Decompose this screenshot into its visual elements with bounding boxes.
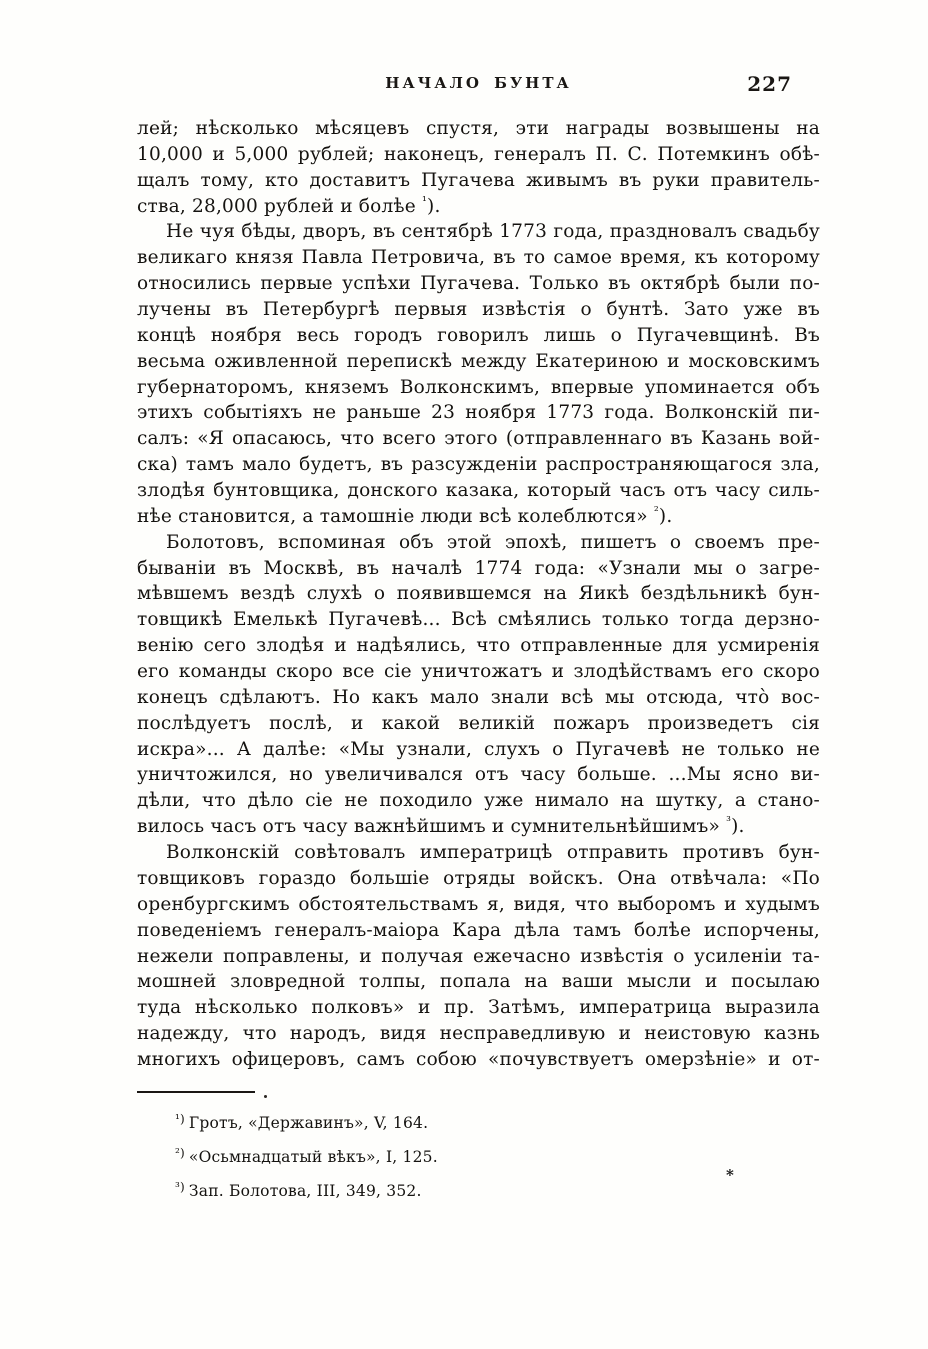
text-line: этихъ событіяхъ не раньше 23 ноября 1773 года. Волконскій пи-	[137, 402, 820, 424]
text-line: дѣли, что дѣло сіе не походило уже нимало на шутку, а стано-	[137, 790, 820, 812]
text-line: надежду, что народъ, видя несправедливую и неистовую казнь	[137, 1023, 820, 1045]
footnote-text: «Осьмнадцатый вѣкъ», I, 125.	[188, 1148, 438, 1166]
text-line: Не чуя бѣды, дворъ, въ сентябрѣ 1773 года, праздновалъ свадьбу	[166, 221, 820, 243]
text-line: венію сего злодѣя и надѣялись, что отправленные для усмиренія	[137, 635, 820, 657]
paragraph	[137, 219, 820, 529]
text-line: весьма оживленной перепискѣ между Екатериною и московскимъ	[137, 350, 820, 372]
text-line: Болотовъ, вспоминая объ этой эпохѣ, пишетъ о своемъ пре-	[166, 531, 820, 553]
footnote-separator-dot	[264, 1095, 267, 1098]
text-line: искра»... А далѣе: «Мы узнали, слухъ о Пугачевѣ не только не	[137, 738, 820, 760]
page-number: 227	[747, 72, 792, 96]
text-line: оренбургскимъ обстоятельствамъ я, видя, что выборомъ и худымъ	[137, 893, 820, 915]
signature-mark: *	[726, 1166, 734, 1184]
text-line: мошней зловредной толпы, попала на ваши мысли и посылаю	[137, 971, 820, 993]
text-line: ства, 28,000 рублей и болѣе $^{^1}$).	[137, 193, 441, 217]
text-line: относились первые успѣхи Пугачева. Только въ октябрѣ были по-	[137, 273, 820, 295]
footnote-separator-rule	[137, 1091, 255, 1093]
text-line: уничтожился, но увеличивался отъ часу больше. ...Мы ясно ви-	[137, 764, 820, 786]
text-line: лей; нѣсколько мѣсяцевъ спустя, эти награды возвышены на	[137, 118, 820, 139]
text-line: салъ: «Я опасаюсь, что всего этого (отправленнаго въ Казань вой-	[137, 428, 820, 450]
footnote-marker: ³)	[175, 1180, 189, 1194]
text-line: послѣдуетъ послѣ, и какой великій пожаръ произведетъ сія	[137, 712, 820, 734]
paragraph	[137, 840, 820, 1073]
text-line: ска) тамъ мало будетъ, въ разсужденіи распространяющагося зла,	[137, 454, 820, 476]
footnote-reference: ³	[726, 814, 732, 829]
text-line: мѣвшемъ вездѣ слухѣ о появившемся на Яикѣ бездѣльникѣ бун-	[137, 583, 820, 605]
text-line: туда нѣсколько полковъ» и пр. Затѣмъ, императрица выразила	[137, 997, 820, 1019]
paragraph	[137, 116, 820, 219]
footnote-reference: ²	[653, 503, 659, 518]
text-line: товщиковъ гораздо большіе отряды войскъ. Она отвѣчала: «По	[137, 867, 820, 889]
footnote-marker: ¹)	[175, 1112, 189, 1126]
text-line: вилось часъ отъ часу важнѣйшимъ и сумнительнѣйшимъ» $^{^3}$).	[137, 814, 745, 838]
footnote-text: Зап. Болотова, III, 349, 352.	[188, 1182, 422, 1200]
text-line: его команды скоро все сіе уничтожатъ и злодѣйствамъ его скоро	[137, 661, 820, 683]
text-line: 10,000 и 5,000 рублей; наконецъ, генералъ П. С. Потемкинъ обѣ-	[137, 143, 820, 165]
footnote	[175, 1138, 775, 1172]
paragraph	[137, 530, 820, 840]
text-line: лучены въ Петербургѣ первыя извѣстія о бунтѣ. Зато уже въ	[137, 299, 820, 321]
text-line: бываніи въ Москвѣ, въ началѣ 1774 года: «Узнали мы о загре-	[137, 557, 820, 579]
text-line: поведеніемъ генералъ-маіора Кара дѣла тамъ болѣе испорчены,	[137, 919, 820, 941]
running-head-title: НАЧАЛО БУНТА	[385, 74, 572, 92]
footnote	[175, 1104, 775, 1138]
text-line: нежели поправлены, и получая ежечасно извѣстія о усиленіи та-	[137, 945, 820, 967]
text-line: щалъ тому, кто доставитъ Пугачева живымъ въ руки правитель-	[137, 169, 820, 191]
text-line: нѣе становится, а тамошніе люди всѣ колеблются» $^{^2}$).	[137, 503, 673, 527]
text-line: губернаторомъ, княземъ Волконскимъ, впервые упоминается объ	[137, 376, 820, 398]
body-text-column	[137, 116, 820, 1073]
text-line: товщикѣ Емелькѣ Пугачевѣ... Всѣ смѣялись только тогда дерзно-	[137, 609, 820, 631]
footnotes-block	[175, 1104, 775, 1206]
text-line: многихъ офицеровъ, самъ собою «почувствуетъ омерзѣніе» и от-	[137, 1048, 820, 1070]
text-line: Волконскій совѣтовалъ императрицѣ отправить противъ бун-	[166, 842, 820, 864]
text-line: конецъ сдѣлаютъ. Но какъ мало знали всѣ мы отсюда, что̀ вос-	[137, 686, 820, 708]
footnote-marker: ²)	[175, 1146, 189, 1160]
text-line: концѣ ноября весь городъ говорилъ лишь о Пугачевщинѣ. Въ	[137, 324, 820, 346]
text-line: великаго князя Павла Петровича, въ то самое время, къ которому	[137, 247, 820, 269]
running-head	[137, 72, 820, 96]
footnote	[175, 1172, 775, 1206]
footnote-text: Гротъ, «Державинъ», V, 164.	[188, 1114, 429, 1132]
footnote-reference: ¹	[422, 193, 428, 208]
text-line: злодѣя бунтовщика, донского казака, который часъ отъ часу силь-	[137, 480, 820, 502]
